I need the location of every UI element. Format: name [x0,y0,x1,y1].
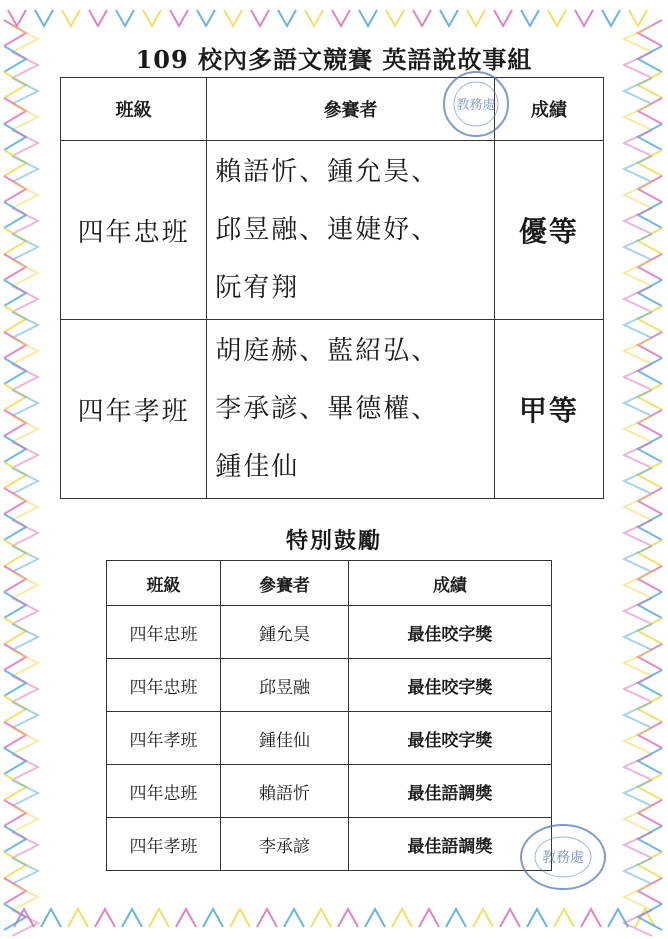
border-triangle [311,909,331,927]
border-triangle [638,462,662,488]
border-triangle [440,10,458,26]
border-triangle [68,909,88,927]
border-triangle [638,124,662,150]
participants-line: 鍾佳仙 [215,452,300,482]
award-cell: 最佳咬字獎 [348,659,551,712]
award-cell: 最佳語調獎 [348,765,551,818]
participants-line: 邱昱融、連婕妤、 [215,215,440,245]
border-triangle [638,358,662,384]
table-row [107,659,552,712]
border-triangle [638,410,662,436]
border-triangle [446,909,466,927]
border-triangle [638,176,662,202]
participants-line: 胡庭赫、藍紹弘、 [215,336,440,366]
border-triangle [638,618,662,644]
border-triangle [176,909,196,927]
border-triangle [203,909,223,927]
border-triangle [500,909,520,927]
border-triangle [638,852,662,878]
main-results-table [60,77,604,499]
border-triangle [116,10,134,26]
class-cell: 四年孝班 [107,712,221,765]
seal-text: 教務處 [456,98,496,113]
award-cell: 最佳咬字獎 [348,712,551,765]
border-triangle [638,722,662,748]
border-triangle [494,10,512,26]
border-triangle [41,909,61,927]
participant-cell: 鍾允昊 [221,606,349,659]
class-cell: 四年忠班 [107,765,221,818]
header-award: 成績 [348,561,551,606]
border-triangle [89,10,107,26]
border-triangle [257,909,277,927]
header-class: 班級 [61,78,207,141]
participants-cell [207,141,495,320]
header-class: 班級 [107,561,221,606]
school-seal-stamp [518,822,608,892]
special-award-title: 特別鼓勵 [285,528,382,554]
class-cell: 四年孝班 [61,320,207,499]
participant-cell: 賴語忻 [221,765,349,818]
participants-line: 阮宥翔 [215,273,300,303]
border-triangle [638,436,662,462]
page-title: 109 校內多語文競賽 英語說故事組 [135,45,533,74]
grade-cell: 甲等 [494,320,603,499]
border-triangle [638,800,662,826]
border-triangle [419,909,439,927]
border-triangle [467,10,485,26]
border-triangle [638,774,662,800]
class-cell: 四年忠班 [107,659,221,712]
border-triangle [638,878,662,904]
border-triangle [638,592,662,618]
table-row [107,818,552,871]
border-triangle [62,10,80,26]
border-triangle [638,202,662,228]
border-triangle [638,384,662,410]
participant-cell: 鍾佳仙 [221,712,349,765]
border-triangle [332,10,350,26]
border-triangle [197,10,215,26]
header-participant: 參賽者 [221,561,349,606]
border-triangle [473,909,493,927]
border-triangle [554,909,574,927]
border-triangle [629,10,647,26]
border-triangle [170,10,188,26]
participants-cell [207,320,495,499]
class-cell: 四年忠班 [107,606,221,659]
table-row [61,320,604,499]
border-triangle [338,909,358,927]
border-triangle [638,280,662,306]
border-triangle [638,72,662,98]
border-triangle [284,909,304,927]
table-header-row [107,561,552,606]
table-row [107,765,552,818]
border-triangle [365,909,385,927]
border-triangle [638,566,662,592]
border-triangle [386,10,404,26]
border-triangle [575,10,593,26]
border-triangle [638,332,662,358]
participant-cell: 邱昱融 [221,659,349,712]
border-triangle [230,909,250,927]
table-row [61,141,604,320]
participants-line: 李承諺、畢德權、 [215,394,440,424]
border-triangle [359,10,377,26]
border-triangle [638,826,662,852]
border-triangle [95,909,115,927]
border-triangle [638,748,662,774]
border-triangle [278,10,296,26]
border-triangle [638,644,662,670]
border-triangle [149,909,169,927]
border-triangle [392,909,412,927]
class-cell: 四年孝班 [107,818,221,871]
school-seal-stamp [440,68,512,140]
header-participants: 參賽者 [207,78,495,141]
seal-text: 教務處 [542,850,584,866]
border-triangle [251,10,269,26]
border-triangle [638,696,662,722]
border-triangle [35,10,53,26]
participants-line: 賴語忻、鍾允昊、 [215,157,440,187]
border-triangle [638,488,662,514]
border-triangle [638,228,662,254]
border-triangle [638,254,662,280]
border-triangle [143,10,161,26]
table-header-row [61,78,604,141]
border-triangle [638,670,662,696]
participant-cell: 李承諺 [221,818,349,871]
award-cell: 最佳語調獎 [348,818,551,871]
border-triangle [413,10,431,26]
border-triangle [602,10,620,26]
award-cell: 最佳咬字獎 [348,606,551,659]
header-grade: 成績 [494,78,603,141]
border-triangle [527,909,547,927]
border-triangle [638,98,662,124]
special-award-table [106,560,552,871]
table-row [107,712,552,765]
class-cell: 四年忠班 [61,141,207,320]
border-triangle [638,306,662,332]
grade-cell: 優等 [494,141,603,320]
border-triangle [122,909,142,927]
border-triangle [224,10,242,26]
border-triangle [581,909,601,927]
border-triangle [521,10,539,26]
border-triangle [548,10,566,26]
border-triangle [638,150,662,176]
table-row [107,606,552,659]
border-triangle [305,10,323,26]
